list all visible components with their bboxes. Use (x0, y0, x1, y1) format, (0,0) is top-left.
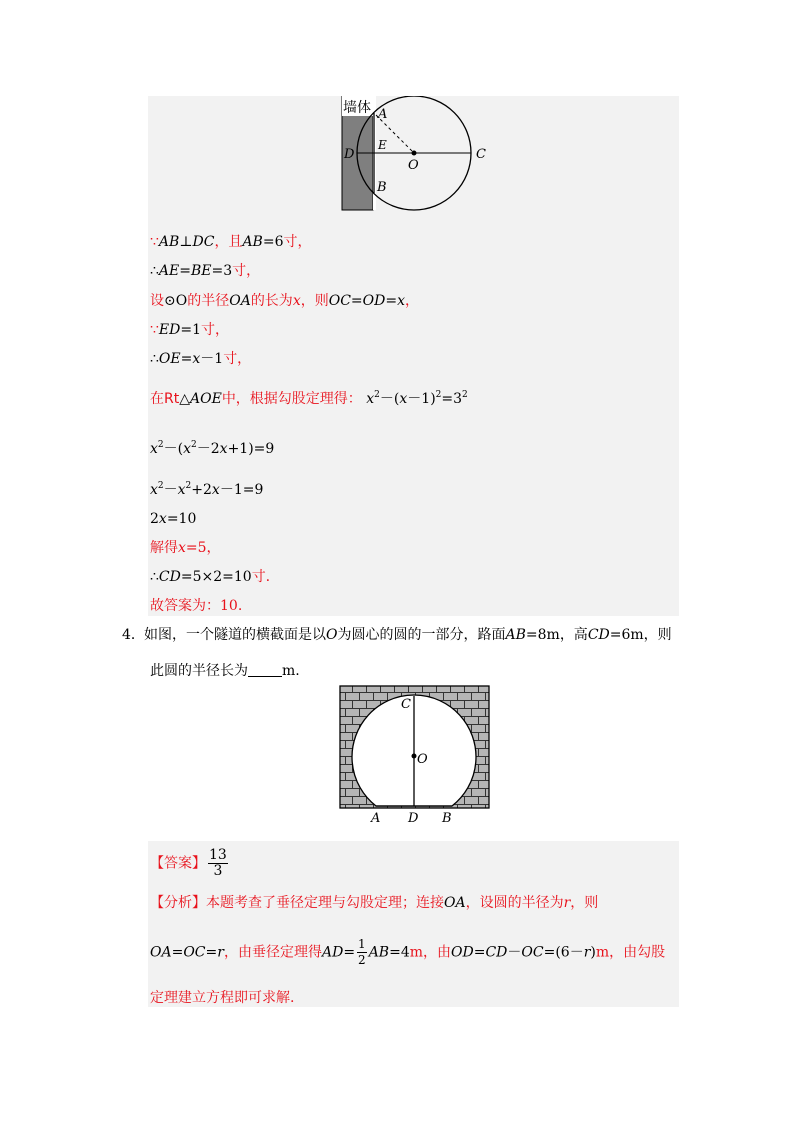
op: =(6－ (543, 944, 584, 961)
value: －1 (200, 351, 224, 367)
wall-label: 墙体 (343, 100, 371, 116)
text: 寸. (251, 569, 271, 585)
text: ，高 (559, 627, 588, 643)
seg-ed: ED (158, 322, 181, 338)
solution-line-3 (150, 291, 419, 311)
exponent: 2 (185, 481, 192, 491)
because-symbol: ∵ (150, 322, 159, 338)
question4-line-2 (150, 661, 300, 681)
var-x: x (211, 482, 220, 498)
text: ， (405, 293, 419, 309)
solution-line-11 (150, 567, 270, 587)
seg-cd: CD (587, 627, 610, 643)
op: +2 (191, 482, 212, 498)
seg-oc: OC (328, 293, 351, 309)
question-number: 4． (122, 627, 145, 643)
var-r: r (217, 944, 224, 961)
answer-blank[interactable] (248, 662, 282, 677)
var-x: x (177, 482, 186, 498)
value: =8 (525, 627, 547, 643)
solution-line-6 (150, 389, 468, 409)
solution-line-2 (150, 261, 260, 281)
op: ) (590, 944, 596, 961)
value: =6 (262, 234, 284, 250)
label-c: C (401, 697, 411, 712)
var-x: x (150, 482, 158, 498)
seg-oc: OC (183, 944, 206, 961)
eq: = (171, 944, 184, 961)
analysis-line-3 (150, 988, 294, 1008)
solution-line-12 (150, 596, 242, 616)
text: 本题考查了垂径定理与勾股定理；连接 (206, 895, 444, 911)
text: 为圆心的圆的一部分，路面 (337, 627, 506, 643)
value: =4 (389, 944, 410, 961)
var-x: x (399, 391, 408, 407)
text: 寸， (223, 351, 252, 367)
therefore-symbol: ∴ (150, 263, 159, 279)
solution-line-5 (150, 349, 251, 369)
text: 寸， (232, 263, 261, 279)
circle-symbol: ⊙ (164, 293, 176, 309)
perp-symbol: ⊥ (179, 234, 193, 250)
text: 定理建立方程即可求解. (150, 990, 295, 1006)
seg-cd: CD (485, 944, 508, 961)
op: － (163, 482, 178, 498)
equation-pythagoras (366, 391, 468, 407)
solution-line-10 (150, 538, 221, 558)
seg-ad: AD (321, 944, 344, 961)
op: －( (163, 441, 184, 457)
exponent: 2 (462, 390, 468, 400)
text: 的半径 (187, 293, 230, 309)
tri-aoe: AOE (190, 391, 222, 407)
question4-line-1 (144, 625, 672, 645)
answer-tag: 【答案】 (150, 855, 206, 872)
text: ，则 (570, 895, 599, 911)
solution-line-1 (150, 232, 311, 252)
text: 寸， (201, 322, 230, 338)
seg-ab: AB (368, 944, 390, 961)
var-x: x (183, 441, 192, 457)
eq: = (179, 263, 191, 279)
center-point-o (412, 151, 417, 156)
text: ，由勾股 (609, 944, 666, 961)
op: +1)=9 (227, 441, 275, 457)
seg-ab: AB (158, 234, 180, 250)
text: ，由 (423, 944, 452, 961)
fraction-numerator: 1 (358, 937, 366, 951)
op: － (507, 944, 522, 961)
unit: m (595, 944, 610, 961)
text: 寸， (283, 234, 312, 250)
text: ，且 (214, 234, 243, 250)
triangle-symbol: △ (179, 391, 190, 407)
var-x: x (397, 293, 405, 309)
value: =3 (211, 263, 233, 279)
because-symbol: ∵ (150, 234, 159, 250)
solution-line-4 (150, 320, 229, 340)
value: =6 (609, 627, 631, 643)
analysis-line-2 (150, 937, 665, 968)
label-e: E (378, 138, 387, 152)
label-d: D (408, 811, 419, 826)
var-x: x (158, 511, 167, 527)
text: ，由垂径定理得 (223, 944, 322, 961)
center-point-o (412, 754, 417, 759)
eq: = (343, 944, 356, 961)
var-r: r (583, 944, 591, 961)
seg-oe: OE (158, 351, 181, 367)
label-o: O (408, 158, 419, 173)
var-x: x (192, 351, 201, 367)
solution-line-8 (150, 480, 263, 500)
value: =5， (185, 540, 221, 556)
answer-text: 故答案为：10. (150, 598, 243, 614)
label-a: A (371, 811, 381, 826)
text: 如图，一个隧道的横截面是以 (144, 627, 326, 643)
eq: = (180, 351, 193, 367)
label-o: O (417, 752, 428, 767)
text: ，则 (300, 293, 329, 309)
analysis-line-1 (150, 893, 598, 913)
exponent: 2 (435, 390, 442, 400)
op: －1) (407, 391, 436, 407)
solution-line-9 (150, 509, 196, 529)
seg-ae: AE (158, 263, 180, 279)
rt-label: Rt (164, 391, 180, 407)
text: 解得 (150, 540, 178, 556)
seg-be: BE (191, 263, 212, 279)
exponent: 2 (191, 440, 197, 450)
seg-ab: AB (242, 234, 263, 250)
text: 中，根据勾股定理得： (221, 391, 362, 407)
unit: m (630, 627, 644, 643)
var-x: x (219, 441, 228, 457)
seg-ab: AB (505, 627, 526, 643)
therefore-symbol: ∴ (150, 569, 159, 585)
text: 设 (150, 293, 164, 309)
seg-cd: CD (158, 569, 181, 585)
value: =1 (180, 322, 202, 338)
text: . (295, 663, 300, 679)
exponent: 2 (374, 390, 380, 400)
seg-oa: OA (150, 944, 172, 961)
seg-oa: OA (444, 895, 466, 911)
eq: = (473, 944, 486, 961)
value: =5×2=10 (180, 569, 252, 585)
label-b: B (377, 180, 387, 195)
solution-line-7 (150, 439, 274, 459)
seg-oa: OA (229, 293, 251, 309)
text: 此圆的半径长为 (150, 663, 248, 679)
half-fraction (357, 937, 367, 968)
seg-od: OD (451, 944, 474, 961)
point-o: O (326, 627, 338, 643)
eq: = (385, 293, 398, 309)
fraction-numerator: 13 (209, 847, 227, 863)
fraction-denominator: 3 (213, 863, 223, 879)
op: =3 (441, 391, 463, 407)
label-d: D (344, 147, 355, 162)
label-b: B (442, 811, 452, 826)
var-x: x (150, 441, 158, 457)
figure-tunnel (338, 684, 494, 826)
unit: m (546, 627, 560, 643)
seg-dc: DC (192, 234, 215, 250)
answer-line (150, 848, 230, 879)
op: =10 (166, 511, 197, 527)
text: 在 (150, 391, 164, 407)
eq: = (205, 944, 218, 961)
exponent: 2 (157, 440, 164, 450)
eq: = (350, 293, 363, 309)
fraction-denominator: 2 (358, 953, 366, 967)
figure-circle-wall (336, 96, 496, 216)
seg-od: OD (362, 293, 386, 309)
seg-oc: OC (521, 944, 544, 961)
op: －2 (196, 441, 220, 457)
var-r: r (563, 895, 571, 911)
therefore-symbol: ∴ (150, 351, 159, 367)
analysis-tag: 【分析】 (150, 895, 206, 911)
text: ，则 (643, 627, 672, 643)
text: 的长为 (250, 293, 293, 309)
var-x: x (292, 293, 301, 309)
var-x: x (178, 540, 186, 556)
label-a: A (378, 107, 388, 122)
op: －( (379, 391, 400, 407)
var-x: x (366, 391, 375, 407)
label-c: C (476, 147, 486, 162)
answer-fraction (208, 848, 228, 879)
point-o: O (175, 293, 188, 309)
unit: m (409, 944, 424, 961)
coef: 2 (150, 511, 159, 527)
exponent: 2 (157, 481, 164, 491)
op: －1=9 (219, 482, 264, 498)
unit: m (282, 663, 296, 679)
text: ，设圆的半径为 (465, 895, 564, 911)
